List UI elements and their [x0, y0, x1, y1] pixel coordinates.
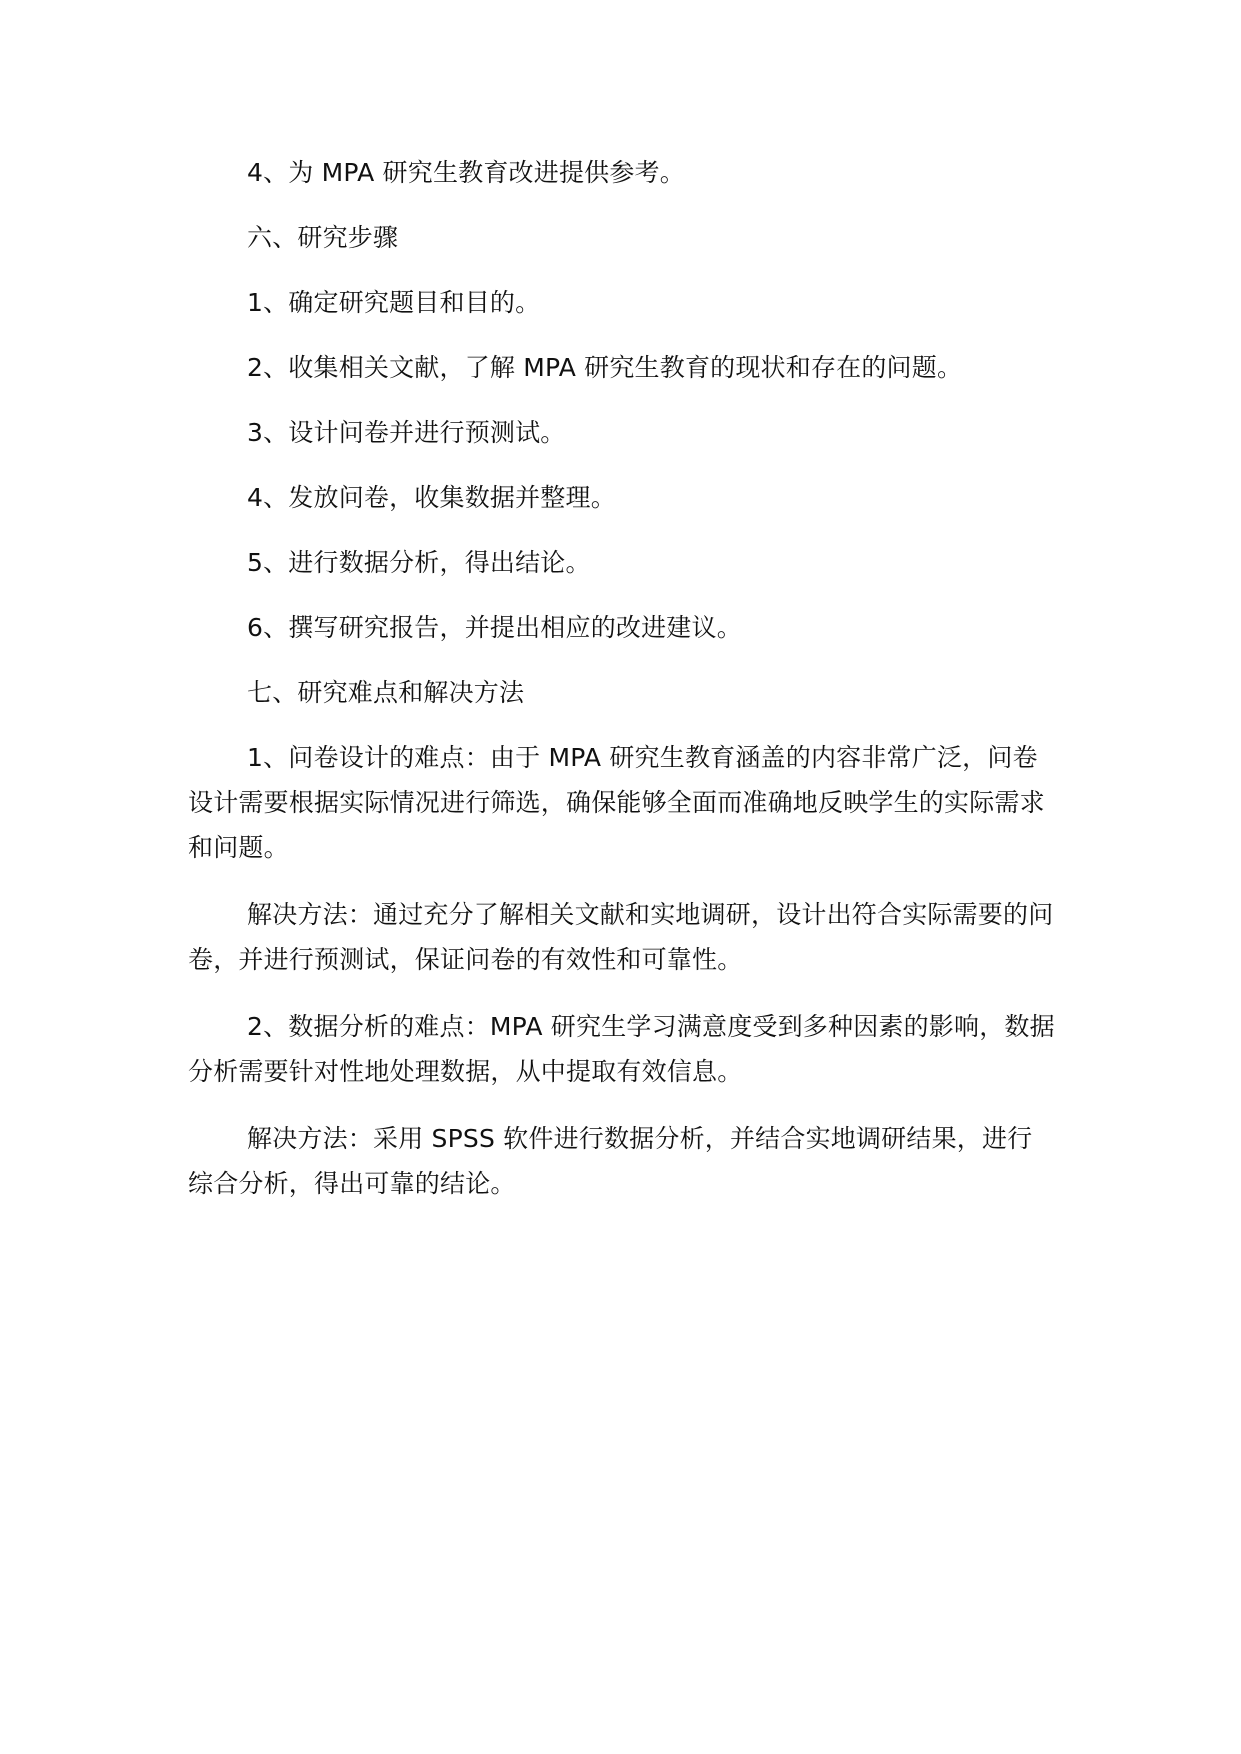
- step-3: 3、设计问卷并进行预测试。: [247, 418, 566, 447]
- step-4: 4、发放问卷，收集数据并整理。: [247, 483, 616, 512]
- paragraph-improvement-reference: 4、为 MPA 研究生教育改进提供参考。: [247, 158, 685, 187]
- section-heading-research-steps: 六、研究步骤: [247, 223, 399, 252]
- step-5: 5、进行数据分析，得出结论。: [247, 548, 591, 577]
- section-heading-difficulties: 七、研究难点和解决方法: [247, 678, 525, 707]
- solution-2: 解决方法：采用 SPSS 软件进行数据分析，并结合实地调研结果，进行综合分析，得出可靠的结论。: [188, 1124, 1033, 1198]
- document-body: [188, 150, 1056, 1228]
- step-2: 2、收集相关文献，了解 MPA 研究生教育的现状和存在的问题。: [247, 353, 963, 382]
- step-6: 6、撰写研究报告，并提出相应的改进建议。: [247, 613, 742, 642]
- difficulty-1: 1、问卷设计的难点：由于 MPA 研究生教育涵盖的内容非常广泛，问卷设计需要根据实际情况进行筛选，确保能够全面而准确地反映学生的实际需求和问题。: [188, 743, 1045, 862]
- difficulty-2: 2、数据分析的难点：MPA 研究生学习满意度受到多种因素的影响，数据分析需要针对性地处理数据，从中提取有效信息。: [188, 1012, 1055, 1086]
- solution-1: 解决方法：通过充分了解相关文献和实地调研，设计出符合实际需要的问卷，并进行预测试，保证问卷的有效性和可靠性。: [188, 900, 1054, 974]
- step-1: 1、确定研究题目和目的。: [247, 288, 541, 317]
